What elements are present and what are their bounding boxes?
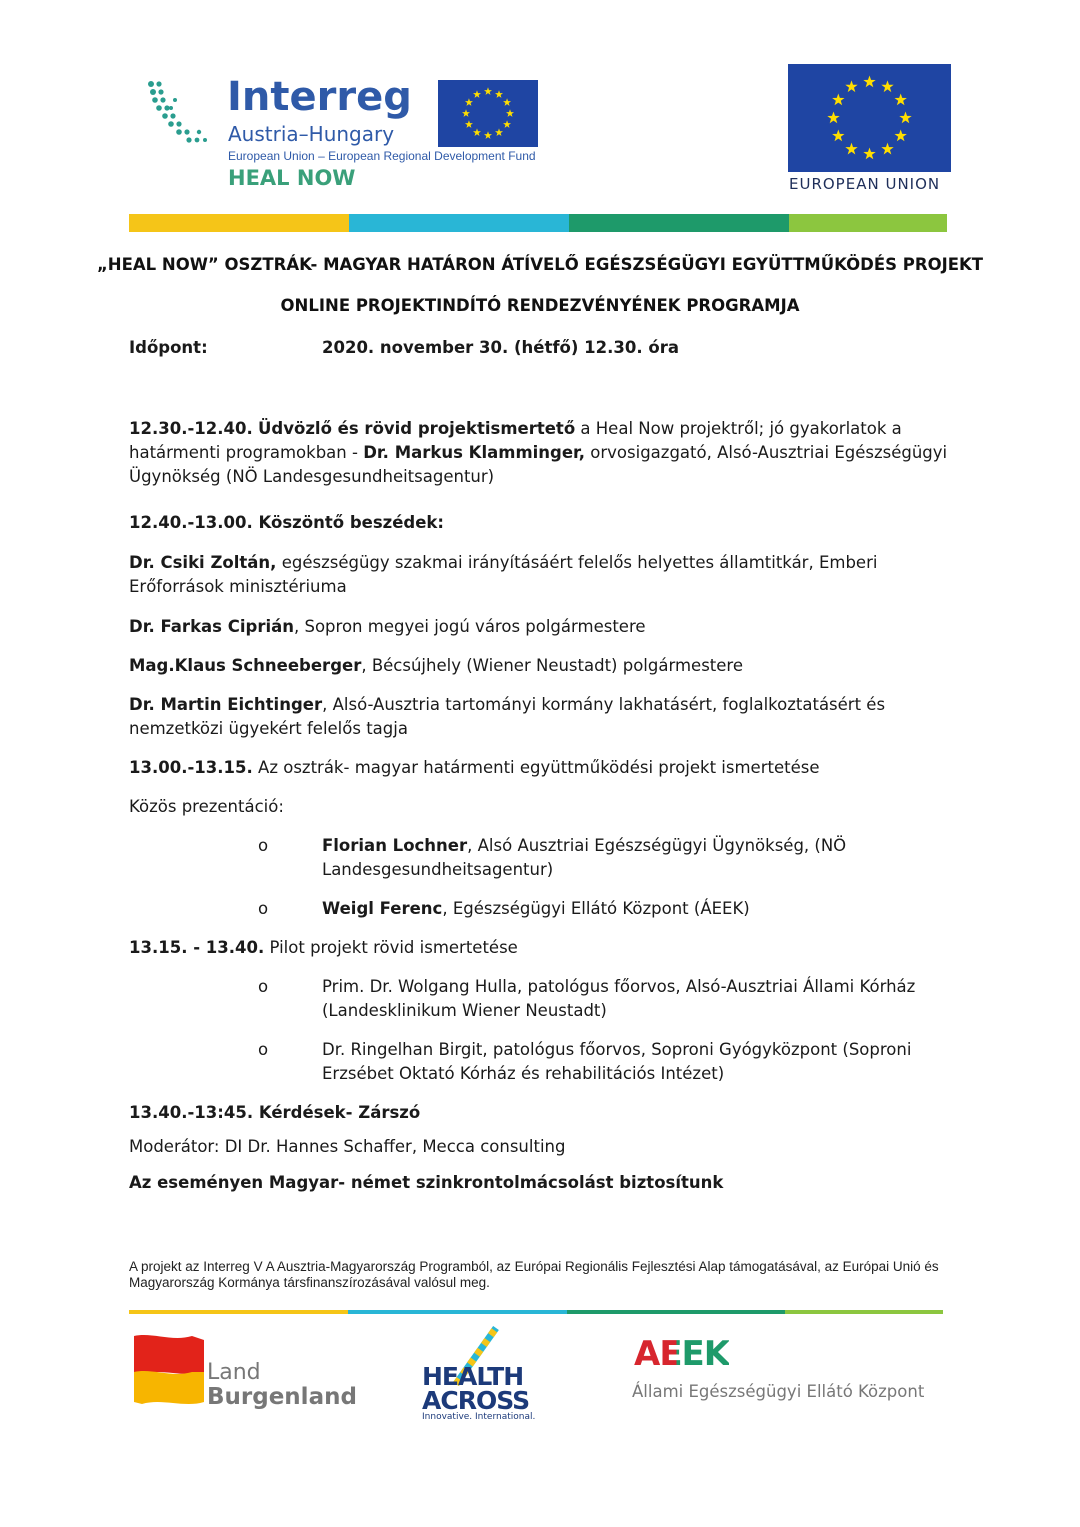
eu-flag-icon bbox=[788, 64, 951, 172]
funding-note: A projekt az Interreg V A Ausztria-Magyarország Programból, az Európai Regionális Fejlesztési Alap támogatásával, az Európai Unió és Magyarország Kormánya társfinanszírozásával valósul meg. bbox=[129, 1259, 939, 1290]
time-slot: 13.00.-13.15. bbox=[129, 758, 253, 777]
program-item-welcome bbox=[129, 417, 959, 489]
time-slot: 12.30.-12.40. bbox=[129, 419, 253, 438]
aeek-wordmark: AEEK bbox=[634, 1334, 730, 1374]
program-item-greetings: 12.40.-13.00. Köszöntő beszédek: bbox=[129, 513, 445, 532]
program-item-presentation bbox=[129, 756, 959, 780]
interreg-dots-icon bbox=[145, 78, 215, 150]
title-line-2: ONLINE PROJEKTINDÍTÓ RENDEZVÉNYÉNEK PROGRAMJA bbox=[280, 296, 800, 315]
item-text: Az osztrák- magyar határmenti együttműködési projekt ismertetése bbox=[252, 758, 820, 777]
speaker-schneeberger bbox=[129, 654, 959, 678]
speaker-role: egészségügy szakmai irányításáért felelős helyettes államtitkár, Emberi Erőforrások minisztériuma bbox=[129, 553, 878, 596]
presenter-lochner bbox=[322, 834, 942, 882]
footer-color-bar bbox=[129, 1310, 943, 1314]
speaker-name: Florian Lochner bbox=[322, 836, 468, 855]
bullet-marker: o bbox=[258, 899, 269, 918]
speaker-role: , Bécsújhely (Wiener Neustadt) polgármestere bbox=[361, 656, 743, 675]
time-slot: 13.15. - 13.40. bbox=[129, 938, 265, 957]
burgenland-line-1: Land bbox=[207, 1360, 261, 1385]
program-item-closing: 13.40.-13:45. Kérdések- Zárszó bbox=[129, 1103, 421, 1122]
date-label: Időpont: bbox=[129, 338, 208, 357]
presenter-weigl bbox=[322, 897, 942, 921]
speaker-role: , Alsó Ausztriai Egészségügyi Ügynökség, (NÖ Landesgesundheitsagentur) bbox=[322, 836, 847, 879]
interreg-logo bbox=[145, 74, 545, 198]
small-eu-flag-icon bbox=[438, 80, 538, 147]
joint-presentation-label: Közös prezentáció: bbox=[129, 797, 284, 816]
bullet-marker: o bbox=[258, 836, 269, 855]
health-across-logo bbox=[420, 1326, 550, 1424]
bullet-marker: o bbox=[258, 1040, 269, 1059]
burgenland-logo bbox=[132, 1332, 357, 1414]
presenter-ringelhan: Dr. Ringelhan Birgit, patológus főorvos, Soproni Gyógyközpont (Soproni Erzsébet Oktató Kórház és rehabilitációs Intézet) bbox=[322, 1040, 912, 1083]
health-line-1: HEALTH bbox=[422, 1362, 524, 1391]
interreg-fund: European Union – European Regional Development Fund bbox=[228, 149, 536, 163]
item-text: a Heal Now projektről; jó gyakorlatok a határmenti programokban - bbox=[129, 419, 902, 462]
item-title: Üdvözlő és rövid projektismertető bbox=[258, 419, 576, 438]
health-line-2: ACROSS bbox=[422, 1386, 530, 1415]
aeek-text: Állami Egészségügyi Ellátó Központ bbox=[632, 1382, 925, 1401]
speaker-farkas bbox=[129, 615, 959, 639]
speaker-name: Dr. Csiki Zoltán, bbox=[129, 553, 277, 572]
speaker-role: , Sopron megyei jogú város polgármestere bbox=[294, 617, 646, 636]
speaker-role: orvosigazgató, Alsó-Ausztriai Egészségügyi Ügynökség (NÖ Landesgesundheitsagentur) bbox=[129, 443, 948, 486]
speaker-csiki bbox=[129, 551, 959, 599]
speaker-name: Dr. Farkas Ciprián bbox=[129, 617, 294, 636]
bullet-marker: o bbox=[258, 977, 269, 996]
speaker-name: Dr. Markus Klamminger, bbox=[363, 443, 586, 462]
eu-label: EUROPEAN UNION bbox=[789, 175, 941, 193]
interreg-word: Interreg bbox=[227, 74, 412, 120]
presenter-hulla: Prim. Dr. Wolgang Hulla, patológus főorvos, Alsó-Ausztriai Állami Kórház (Landesklinikum Wiener Neustadt) bbox=[322, 977, 916, 1020]
eu-logo bbox=[788, 64, 952, 194]
program-item-pilot bbox=[129, 936, 959, 960]
speaker-role: , Egészségügyi Ellátó Központ (ÁEEK) bbox=[442, 899, 750, 918]
speaker-eichtinger bbox=[129, 693, 959, 741]
item-text: Pilot projekt rövid ismertetése bbox=[264, 938, 518, 957]
interreg-region: Austria–Hungary bbox=[228, 122, 395, 146]
speaker-name: Weigl Ferenc bbox=[322, 899, 443, 918]
speaker-name: Dr. Martin Eichtinger bbox=[129, 695, 323, 714]
date-value: 2020. november 30. (hétfő) 12.30. óra bbox=[322, 338, 679, 357]
speaker-name: Mag.Klaus Schneeberger bbox=[129, 656, 362, 675]
burgenland-line-2: Burgenland bbox=[207, 1384, 357, 1410]
burgenland-flag-icon bbox=[132, 1332, 206, 1408]
moderator-line: Moderátor: DI Dr. Hannes Schaffer, Mecca consulting bbox=[129, 1137, 566, 1156]
header-color-bar bbox=[129, 214, 947, 232]
health-tagline: Innovative. International. bbox=[422, 1412, 536, 1422]
title-line-1: „HEAL NOW” OSZTRÁK- MAGYAR HATÁRON ÁTÍVELŐ EGÉSZSÉGÜGYI EGYÜTTMŰKÖDÉS PROJEKT bbox=[96, 255, 984, 274]
speaker-role: , Alsó-Ausztria tartományi kormány lakhatásért, foglalkoztatásért és nemzetközi ügyekért felelős tagja bbox=[129, 695, 886, 738]
interreg-project: HEAL NOW bbox=[228, 166, 356, 190]
interpretation-note: Az eseményen Magyar- német szinkrontolmácsolást biztosítunk bbox=[129, 1173, 724, 1192]
aeek-logo bbox=[632, 1334, 967, 1408]
